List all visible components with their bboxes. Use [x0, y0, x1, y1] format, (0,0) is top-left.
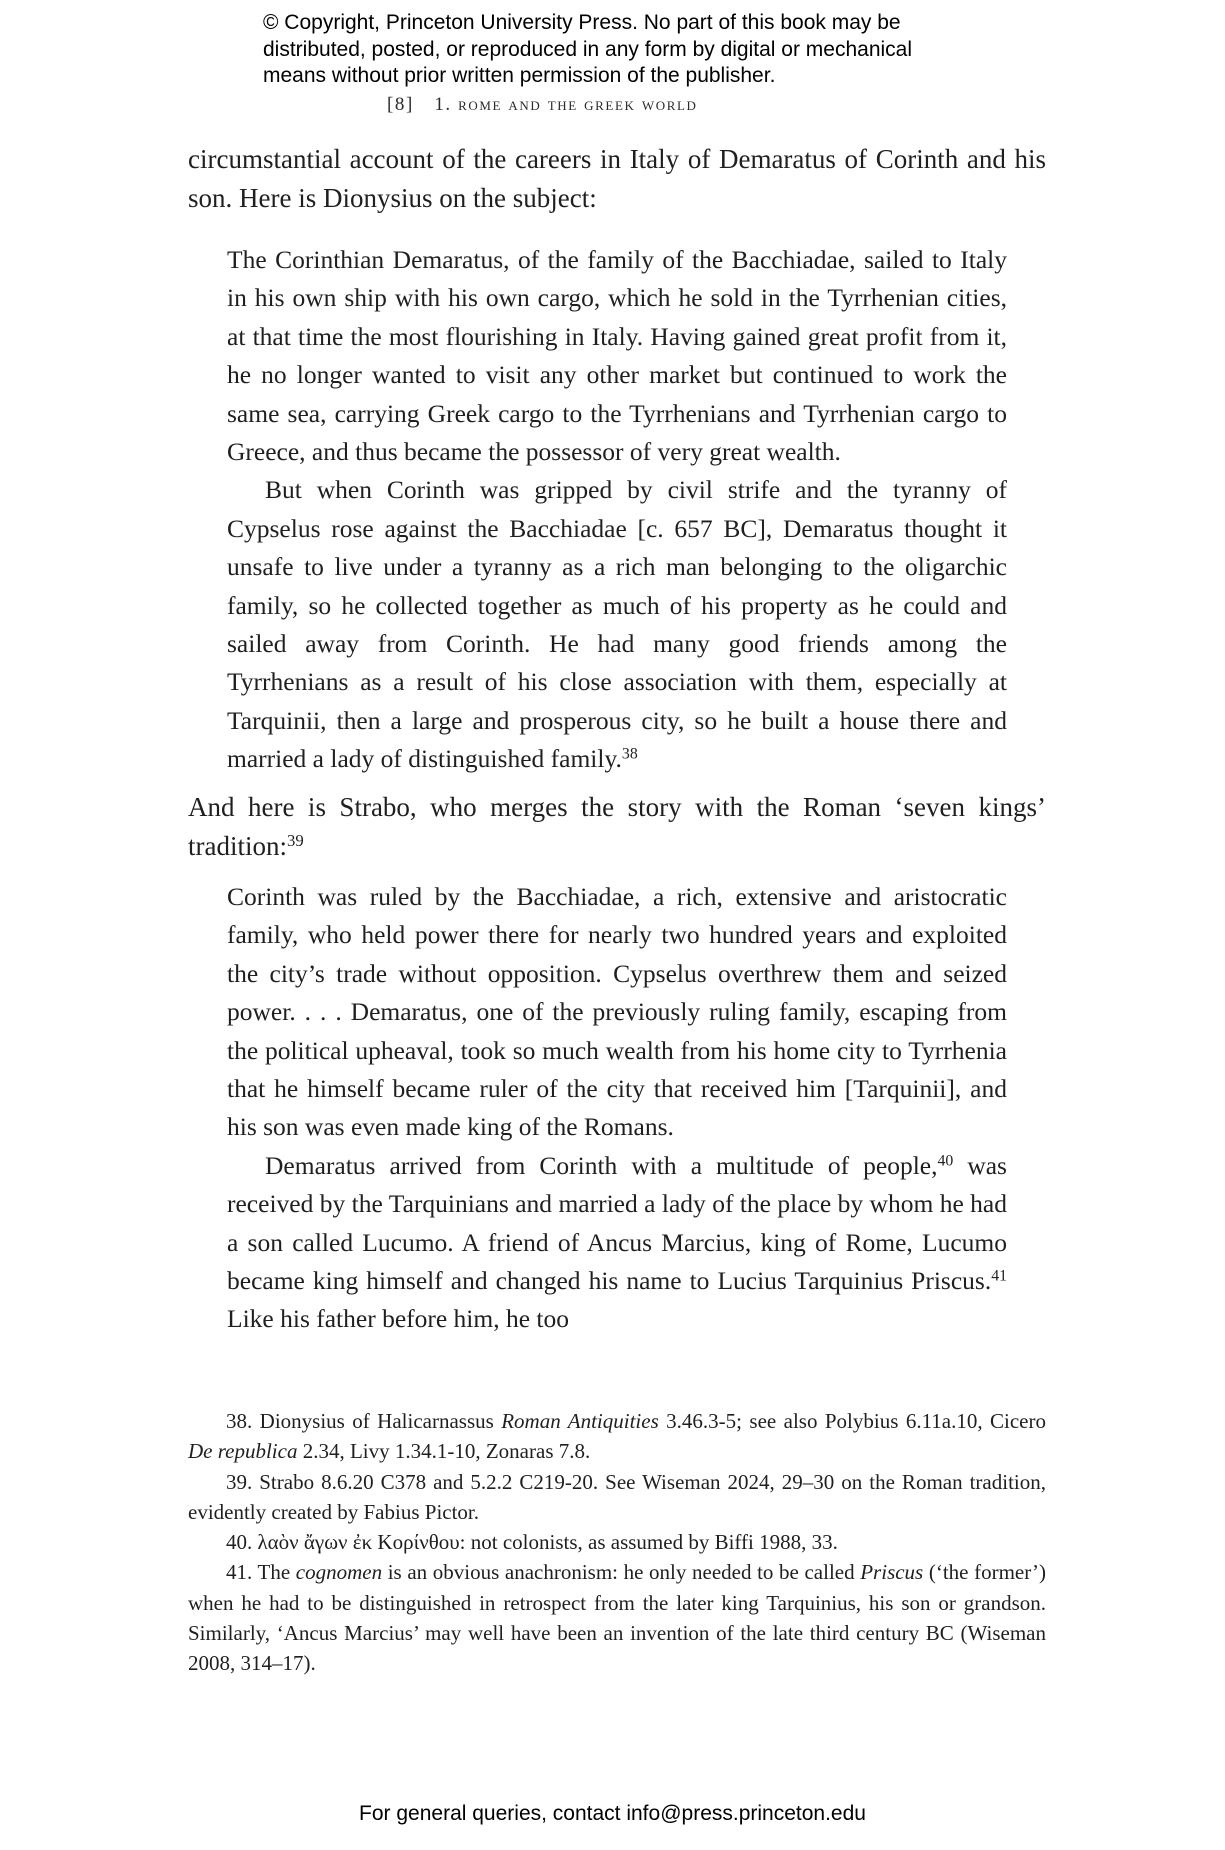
quote-paragraph: Corinth was ruled by the Bacchiadae, a rich, extensive and aristocratic family, who held power there for nearly two hundred years and exploited the city’s trade without opposition. Cypselus overthrew them and seized power. . . . Demaratus, one of the previously ruling family, escaping from the political upheaval, took so much wealth from his home city to Tyrrhenia that he himself became ruler of the city that received him [Tarquinii], and his son was even made king of the Romans. — [227, 882, 1007, 1142]
strabo-intro-paragraph — [188, 788, 1046, 865]
footnote-ref[interactable]: 40 — [937, 1152, 954, 1170]
footnote-title: De republica — [188, 1439, 298, 1464]
footnote-text: 2.34, Livy 1.34.1-10, Zonaras 7.8. — [297, 1439, 591, 1464]
page-number: [8] — [387, 94, 414, 115]
intro-paragraph: circumstantial account of the careers in Italy of Demaratus of Corinth and his son. Here is Dionysius on the subject: — [188, 144, 1046, 213]
quote-paragraph — [227, 1147, 1007, 1339]
footnote-term: Priscus — [860, 1560, 924, 1585]
footnote-text: (‘the former’) when he had to be distinguished in retrospect from the later king Tarquinius, his son or grandson. Similarly, ‘Ancus Marcius’ may well have been an invention of the late third century BC (Wiseman 2008, 314–17). — [188, 1560, 1047, 1676]
copyright-line: © Copyright, Princeton University Press. No part of this book may be — [263, 11, 901, 34]
footnote-40: 40. λαὸν ἄγων ἐκ Κορίνθου: not colonists, as assumed by Biffi 1988, 33. — [226, 1530, 838, 1555]
quote-text: Demaratus arrived from Corinth with a multitude of people, — [265, 1150, 938, 1180]
footnote-ref[interactable]: 39 — [286, 830, 304, 850]
strabo-quote — [227, 878, 1007, 1339]
quote-paragraph: The Corinthian Demaratus, of the family of the Bacchiadae, sailed to Italy in his own ship with his own cargo, which he sold in the Tyrrhenian cities, at that time the most flourishing in Italy. Having gained great profit from it, he no longer wanted to visit any other market but continued to work the same sea, carrying Greek cargo to the Tyrrhenians and Tyrrhenian cargo to Greece, and thus became the possessor of very great wealth. — [227, 245, 1007, 467]
copyright-line: distributed, posted, or reproduced in any form by digital or mechanical — [263, 37, 913, 61]
footnote-ref[interactable]: 38 — [621, 745, 638, 763]
copyright-line: means without prior written permission of the publisher. — [263, 64, 776, 87]
footnote-text: 41. The — [226, 1560, 296, 1585]
footnote-text: 3.46.3-5; see also Polybius 6.11a.10, Cicero — [658, 1409, 1046, 1433]
copyright-notice — [263, 10, 983, 90]
footnote-ref[interactable]: 41 — [991, 1267, 1007, 1285]
footnote-term: cognomen — [295, 1560, 383, 1585]
chapter-title: 1. rome and the greek world — [434, 94, 698, 115]
footnotes — [188, 1406, 1046, 1679]
paragraph-text: And here is Strabo, who merges the story with the Roman ‘seven kings’ tradition: — [188, 792, 1046, 861]
quote-text: was received by the Tarquinians and married a lady of the place by whom he had a son called Lucumo. A friend of Ancus Marcius, king of Rome, Lucumo became king himself and changed his name to Lucius Tarquinius Priscus. — [227, 1150, 1007, 1296]
footnote-41 — [188, 1557, 1046, 1678]
footnote-text: 38. Dionysius of Halicarnassus — [226, 1409, 502, 1433]
dionysius-quote — [227, 241, 1007, 779]
running-head — [387, 94, 698, 116]
quote-text: Like his father before him, he too — [227, 1304, 570, 1334]
footnote-38 — [188, 1406, 1046, 1467]
contact-footer: For general queries, contact info@press.princeton.edu — [359, 1802, 866, 1825]
footnote-text: is an obvious anachronism: he only needed to be called — [382, 1560, 861, 1585]
quote-text: But when Corinth was gripped by civil strife and the tyranny of Cypselus rose against the Bacchiadae [c. 657 BC], Demaratus thought it unsafe to live under a tyranny as a rich man belonging to the oligarchic family, so he collected together as much of his property as he could and sailed away from Corinth. He had many good friends among the Tyrrhenians as a result of his close association with them, especially at Tarquinii, then a large and prosperous city, so he built a house there and married a lady of distinguished family. — [227, 475, 1007, 774]
footnote-39: 39. Strabo 8.6.20 C378 and 5.2.2 C219-20. See Wiseman 2024, 29–30 on the Roman tradition, evidently created by Fabius Pictor. — [188, 1469, 1046, 1524]
footnote-title: Roman Antiquities — [501, 1409, 659, 1433]
quote-paragraph — [227, 471, 1007, 778]
